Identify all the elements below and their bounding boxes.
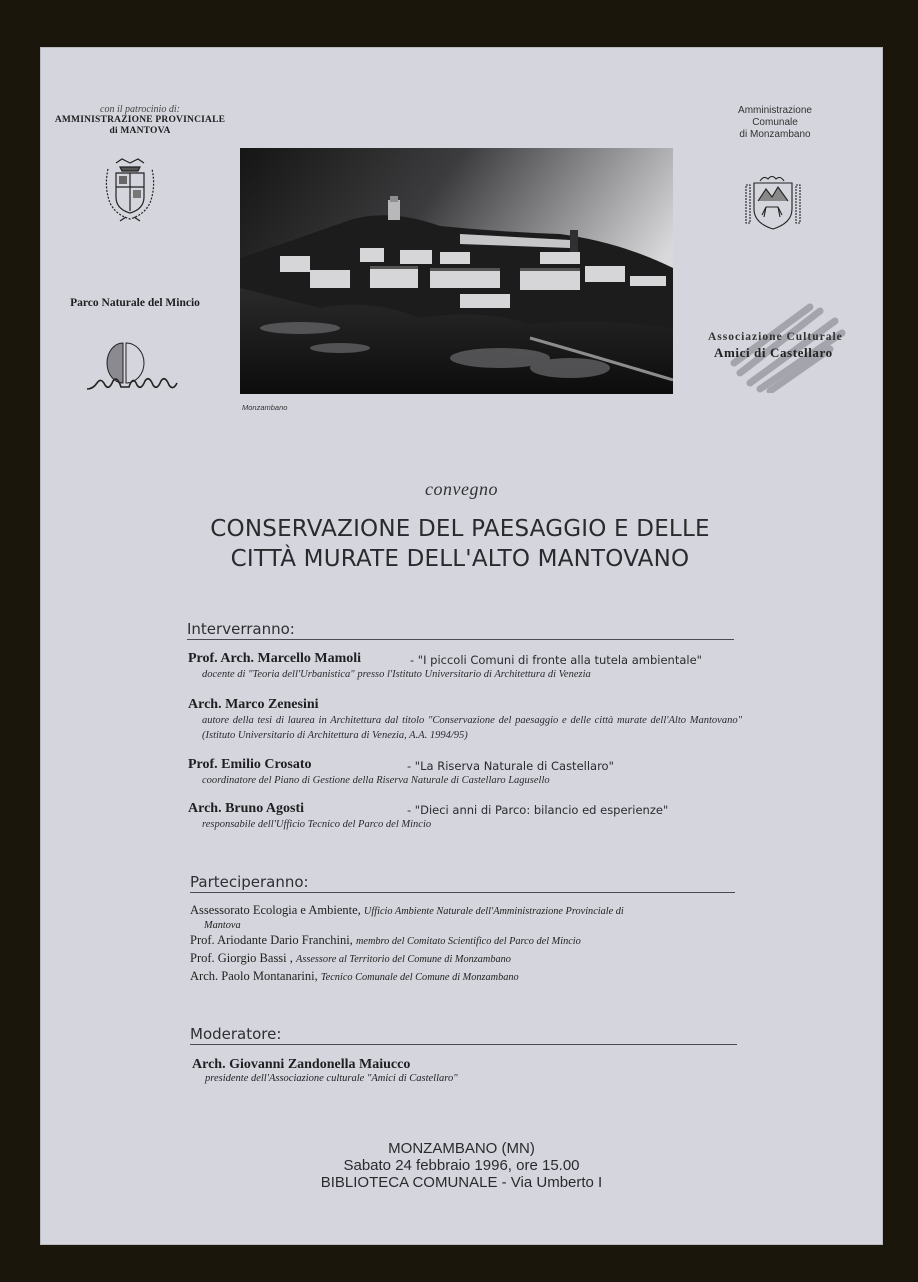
patronage-block xyxy=(40,104,240,137)
speakers-heading: Interverranno: xyxy=(187,620,734,640)
speaker-item xyxy=(188,651,748,682)
participant-item xyxy=(190,932,740,950)
event-title-line1: CONSERVAZIONE DEL PAESAGGIO E DELLE xyxy=(210,516,710,542)
participant-desc: Assessore al Territorio del Comune di Monzambano xyxy=(296,954,511,965)
town-photo xyxy=(240,148,673,394)
comune-line2: Comunale xyxy=(752,117,798,128)
comune-block xyxy=(700,105,850,141)
association-line1: Associazione Culturale xyxy=(708,331,843,343)
speaker-name: Prof. Emilio Crosato xyxy=(188,757,312,772)
parco-mincio-logo-icon xyxy=(85,337,190,395)
speaker-talk: - "La Riserva Naturale di Castellaro" xyxy=(407,759,614,773)
participant-name: Arch. Paolo Montanarini, xyxy=(190,969,318,983)
speaker-item xyxy=(188,697,748,743)
moderator-name: Arch. Giovanni Zandonella Maiucco xyxy=(192,1057,411,1072)
participant-item xyxy=(190,968,740,986)
participant-desc: Ufficio Ambiente Naturale dell'Amministrazione Provinciale di xyxy=(363,906,624,917)
speaker-role: docente di "Teoria dell'Urbanistica" presso l'Istituto Universitario di Architettura di Venezia xyxy=(202,669,591,680)
participant-name: Assessorato Ecologia e Ambiente, xyxy=(190,903,361,917)
speaker-role: coordinatore del Piano di Gestione della Riserva Naturale di Castellaro Lagusello xyxy=(202,775,550,786)
participant-desc-cont: Mantova xyxy=(204,920,241,931)
speaker-talk: - "I piccoli Comuni di fronte alla tutela ambientale" xyxy=(410,653,702,667)
patronage-org-line1: AMMINISTRAZIONE PROVINCIALE xyxy=(54,115,226,125)
photo-caption: Monzambano xyxy=(242,403,288,412)
event-place: MONZAMBANO (MN) xyxy=(388,1140,535,1157)
participant-item xyxy=(190,950,740,968)
patronage-prefix: con il patrocinio di: xyxy=(100,104,180,115)
event-details xyxy=(40,1140,883,1191)
poster-page xyxy=(40,47,883,1245)
speaker-role: responsabile dell'Ufficio Tecnico del Parco del Mincio xyxy=(202,819,432,830)
moderator-item xyxy=(192,1057,752,1084)
comune-line1: Amministrazione xyxy=(738,105,812,116)
moderator-role: presidente dell'Associazione culturale "Amici di Castellaro" xyxy=(205,1073,458,1084)
participant-name: Prof. Ariodante Dario Franchini, xyxy=(190,933,353,947)
speaker-name: Arch. Marco Zenesini xyxy=(188,697,319,712)
province-crest-icon xyxy=(102,157,158,225)
park-label: Parco Naturale del Mincio xyxy=(70,297,200,309)
participants-list xyxy=(190,902,740,986)
moderator-heading: Moderatore: xyxy=(190,1025,737,1045)
association-logo xyxy=(700,297,865,397)
participant-desc: membro del Comitato Scientifico del Parco del Mincio xyxy=(355,936,581,947)
event-datetime: Sabato 24 febbraio 1996, ore 15.00 xyxy=(343,1157,580,1174)
participants-heading: Parteciperanno: xyxy=(190,873,735,893)
event-venue: BIBLIOTECA COMUNALE - Via Umberto I xyxy=(320,1174,603,1191)
patronage-org-line2: di MANTOVA xyxy=(109,126,171,136)
participant-name: Prof. Giorgio Bassi , xyxy=(190,951,293,965)
association-line2: Amici di Castellaro xyxy=(714,345,833,360)
event-title-line2: CITTÀ MURATE DELL'ALTO MANTOVANO xyxy=(230,546,690,572)
speaker-name: Prof. Arch. Marcello Mamoli xyxy=(188,651,362,666)
event-title xyxy=(80,514,840,574)
speaker-name: Arch. Bruno Agosti xyxy=(188,801,305,816)
speaker-talk: - "Dieci anni di Parco: bilancio ed esperienze" xyxy=(407,803,669,817)
speaker-item xyxy=(188,757,748,788)
participant-item xyxy=(190,902,740,932)
event-kind: convegno xyxy=(425,479,498,499)
comune-line3: di Monzambano xyxy=(739,129,811,140)
speaker-item xyxy=(188,801,748,832)
participant-desc: Tecnico Comunale del Comune di Monzambano xyxy=(320,972,519,983)
monzambano-crest-icon xyxy=(742,175,804,233)
speaker-role: autore della tesi di laurea in Architettura dal titolo "Conservazione del paesaggio e delle città murate dell'Alto Mantovano" (Istituto Universitario di Architettura di Venezia, A.A. 1994/95) xyxy=(202,715,742,741)
